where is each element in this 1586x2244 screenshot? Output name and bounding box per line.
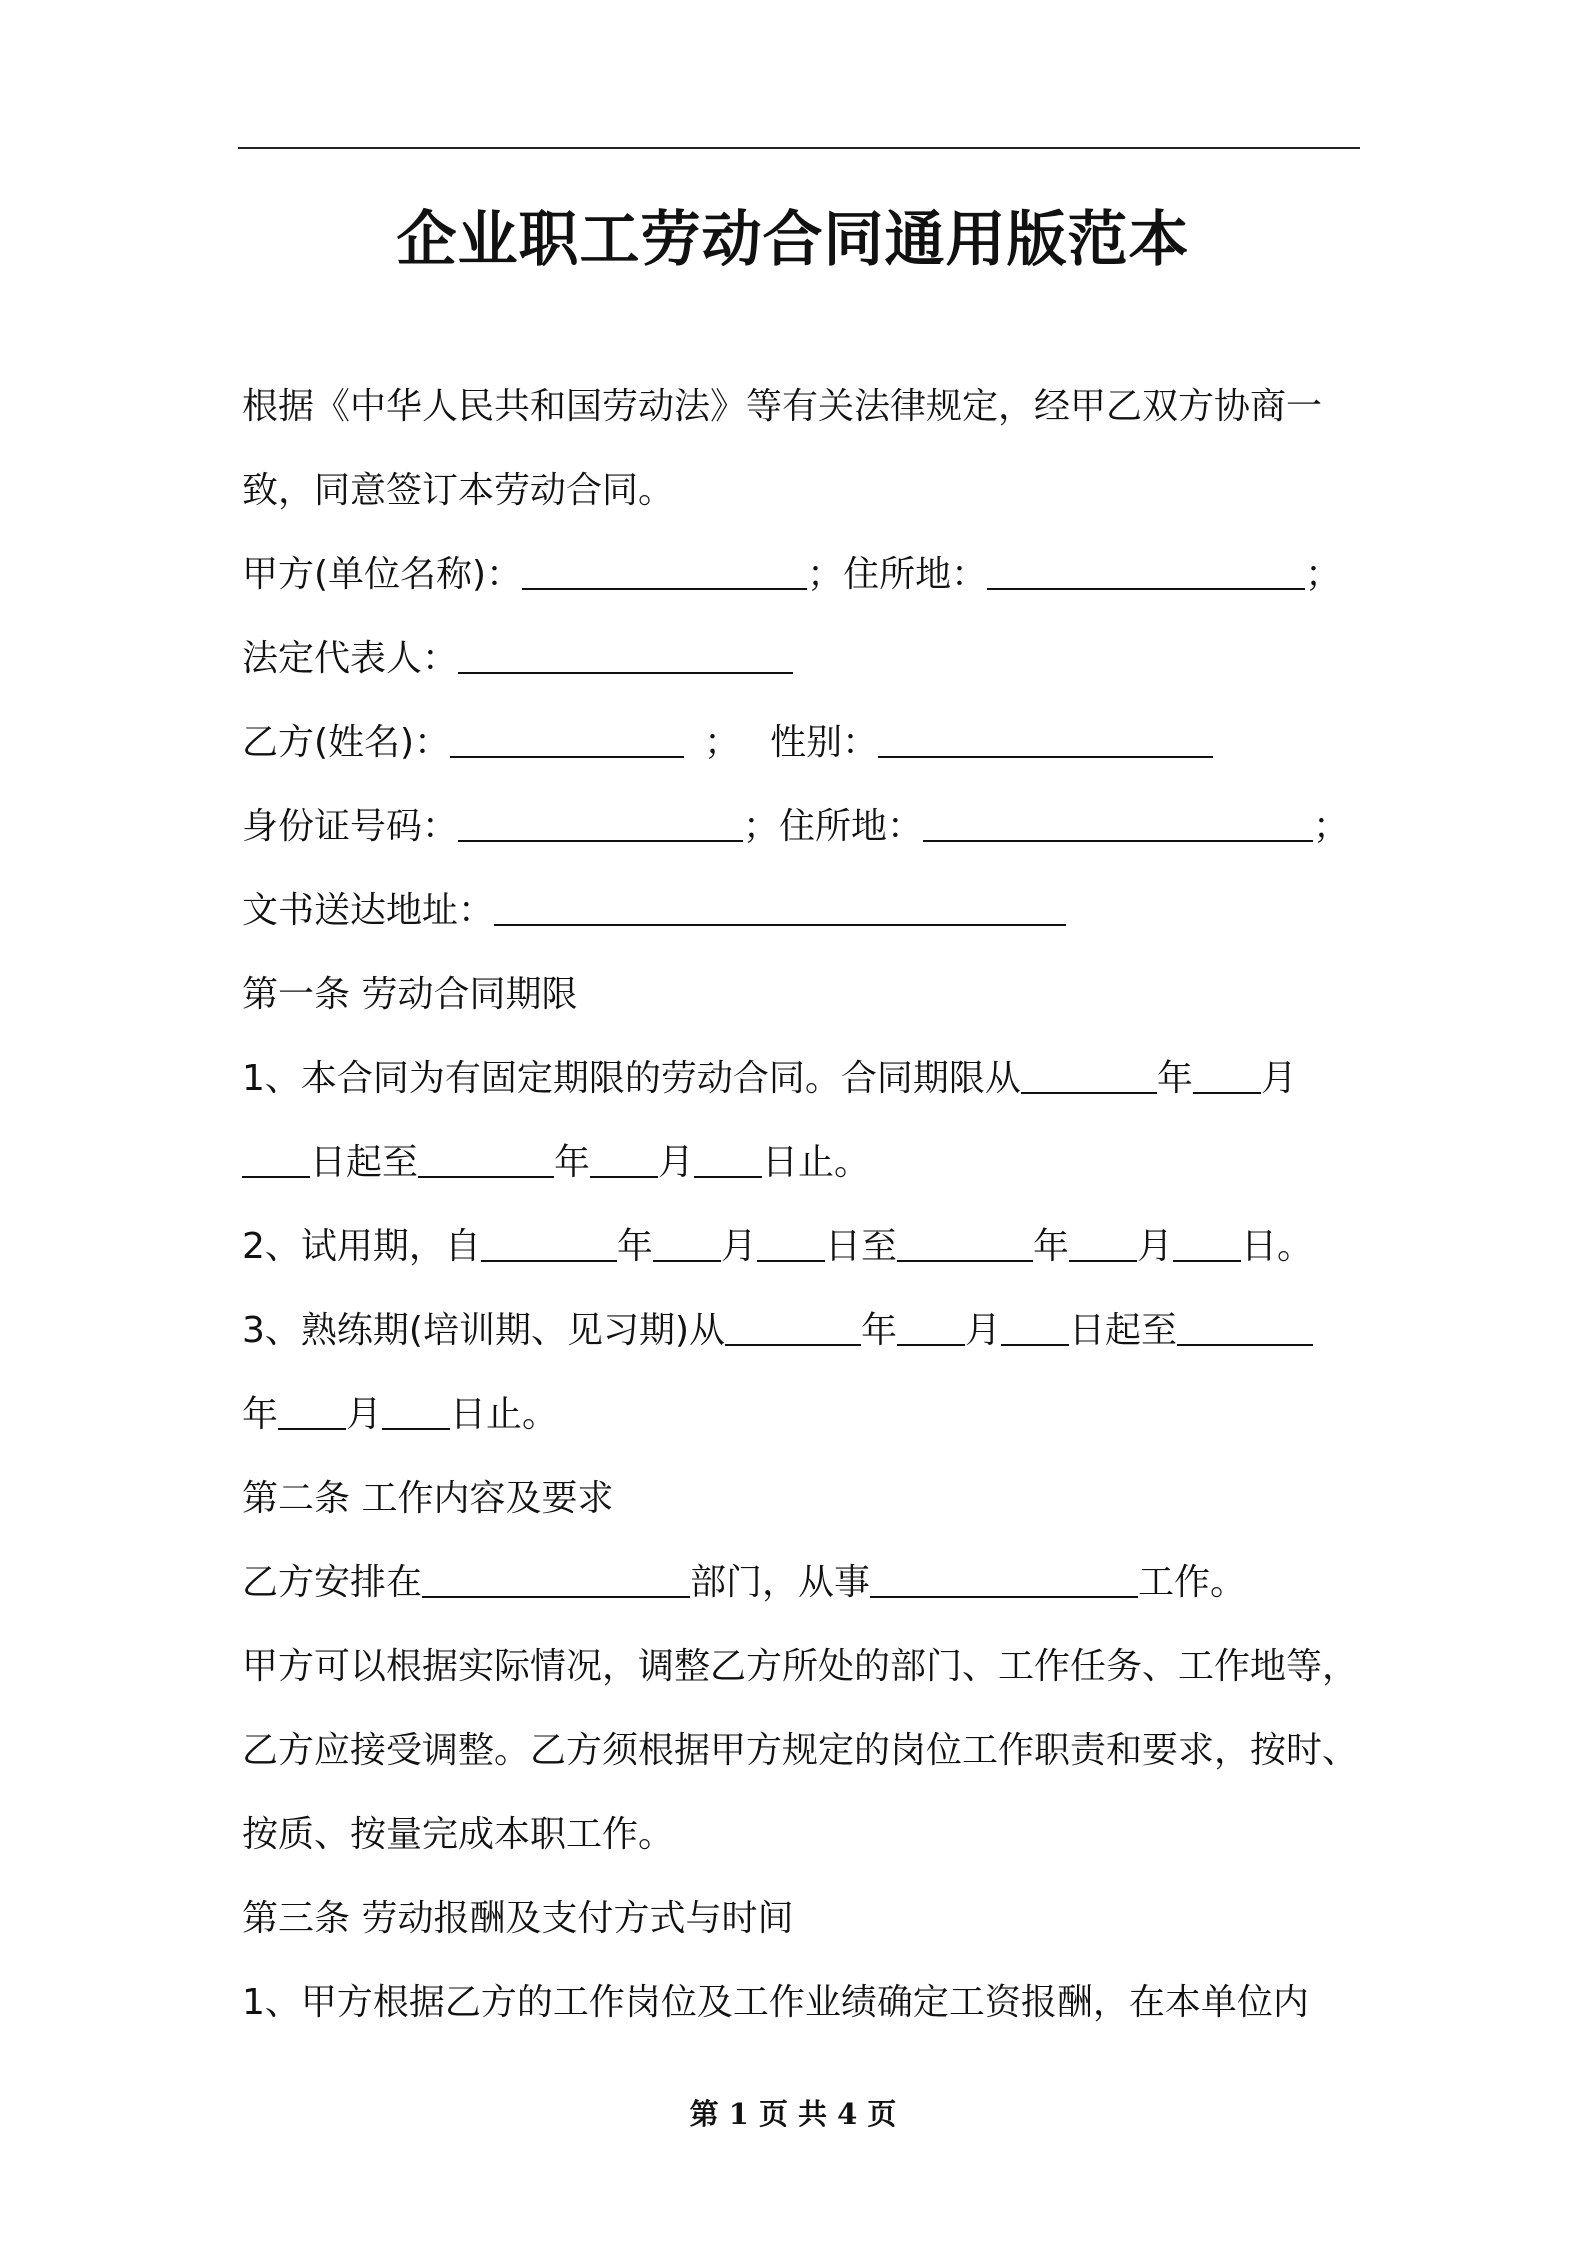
item-text: 1、甲方根据乙方的工作岗位及工作业绩确定工资报酬，在本单位内 <box>242 1982 1309 2023</box>
day-blank[interactable] <box>1173 1224 1241 1262</box>
item-text: 1、本合同为有固定期限的劳动合同。合同期限从 <box>242 1058 1021 1099</box>
document-body <box>242 365 1392 2045</box>
item-text: 2、试用期，自 <box>242 1226 481 1267</box>
month-label: 月 <box>346 1394 383 1435</box>
gender-blank[interactable] <box>878 720 1213 758</box>
party-b-line <box>242 701 1392 785</box>
month-label: 月 <box>1136 1226 1173 1267</box>
year-blank[interactable] <box>1177 1308 1313 1346</box>
year-label: 年 <box>554 1142 591 1183</box>
article-1-item-2 <box>242 1205 1392 1289</box>
id-number-line <box>242 785 1392 869</box>
month-blank[interactable] <box>590 1140 658 1178</box>
day-from-label: 日起至 <box>1069 1310 1178 1351</box>
day-period-label: 日。 <box>1240 1226 1313 1267</box>
year-blank[interactable] <box>897 1224 1033 1262</box>
month-blank[interactable] <box>278 1392 346 1430</box>
year-label: 年 <box>616 1226 653 1267</box>
department-blank[interactable] <box>422 1560 690 1598</box>
article-1-item-3-line-2 <box>242 1373 1392 1457</box>
article-3-item-1-line-1 <box>242 1961 1392 2045</box>
delivery-address-label: 文书送达地址： <box>242 890 495 931</box>
month-blank[interactable] <box>897 1308 965 1346</box>
year-label: 年 <box>1156 1058 1193 1099</box>
day-blank[interactable] <box>382 1392 450 1430</box>
paragraph-text: 甲方可以根据实际情况，调整乙方所处的部门、工作任务、工作地等， <box>242 1646 1359 1687</box>
article-1-item-3-line-1 <box>242 1289 1392 1373</box>
delivery-address-blank[interactable] <box>494 888 1066 926</box>
party-a-line <box>242 533 1392 617</box>
party-a-address-blank[interactable] <box>987 552 1305 590</box>
preamble-line-1 <box>242 365 1392 449</box>
assignment-text: 乙方安排在 <box>242 1562 423 1603</box>
article-heading: 第二条 工作内容及要求 <box>242 1478 614 1519</box>
article-1-item-1-line-1 <box>242 1037 1392 1121</box>
preamble-line-2 <box>242 449 1392 533</box>
day-blank[interactable] <box>1001 1308 1069 1346</box>
party-a-address-label: ；住所地： <box>807 554 988 595</box>
id-number-blank[interactable] <box>458 804 743 842</box>
legal-rep-blank[interactable] <box>458 636 793 674</box>
article-2-para-line-2 <box>242 1709 1392 1793</box>
year-blank[interactable] <box>481 1224 617 1262</box>
article-1-item-1-line-2 <box>242 1121 1392 1205</box>
assignment-text: 工作。 <box>1138 1562 1247 1603</box>
party-b-name-label: 乙方(姓名)： <box>242 722 451 763</box>
year-label: 年 <box>242 1394 279 1435</box>
preamble-text: 根据《中华人民共和国劳动法》等有关法律规定，经甲乙双方协商一 <box>242 386 1323 427</box>
month-label: 月 <box>965 1310 1002 1351</box>
month-label: 月 <box>720 1226 757 1267</box>
article-heading: 第一条 劳动合同期限 <box>242 974 578 1015</box>
day-blank[interactable] <box>694 1140 762 1178</box>
year-blank[interactable] <box>418 1140 554 1178</box>
month-blank[interactable] <box>1069 1224 1137 1262</box>
article-heading: 第三条 劳动报酬及支付方式与时间 <box>242 1898 794 1939</box>
year-label: 年 <box>861 1310 898 1351</box>
page-number: 第 1 页 共 4 页 <box>689 2097 897 2131</box>
day-end-label: 日止。 <box>450 1394 559 1435</box>
month-blank[interactable] <box>653 1224 721 1262</box>
article-2-heading <box>242 1457 1392 1541</box>
delivery-address-line <box>242 869 1392 953</box>
day-to-label: 日至 <box>824 1226 897 1267</box>
day-blank[interactable] <box>757 1224 825 1262</box>
line-end-mark: ； <box>1313 806 1350 847</box>
year-blank[interactable] <box>1021 1056 1157 1094</box>
assignment-text: 部门，从事 <box>690 1562 871 1603</box>
month-blank[interactable] <box>1193 1056 1261 1094</box>
header-rule <box>238 147 1360 149</box>
party-a-name-blank[interactable] <box>522 552 807 590</box>
party-a-name-label: 甲方(单位名称)： <box>242 554 523 595</box>
document-title: 企业职工劳动合同通用版范本 <box>396 205 1190 275</box>
paragraph-text: 乙方应接受调整。乙方须根据甲方规定的岗位工作职责和要求，按时、 <box>242 1730 1359 1771</box>
article-2-para-line-1 <box>242 1625 1392 1709</box>
month-label: 月 <box>1260 1058 1297 1099</box>
gender-label: 性别： <box>770 722 879 763</box>
month-label: 月 <box>658 1142 695 1183</box>
party-b-address-blank[interactable] <box>923 804 1313 842</box>
legal-rep-line <box>242 617 1392 701</box>
day-blank[interactable] <box>242 1140 310 1178</box>
party-b-address-label: ；住所地： <box>743 806 924 847</box>
legal-rep-label: 法定代表人： <box>242 638 459 679</box>
job-blank[interactable] <box>870 1560 1138 1598</box>
party-b-name-blank[interactable] <box>450 720 684 758</box>
day-end-label: 日止。 <box>762 1142 871 1183</box>
article-1-heading <box>242 953 1392 1037</box>
day-from-label: 日起至 <box>310 1142 419 1183</box>
article-2-para-line-3 <box>242 1793 1392 1877</box>
year-blank[interactable] <box>725 1308 861 1346</box>
preamble-text: 致，同意签订本劳动合同。 <box>242 470 675 511</box>
id-number-label: 身份证号码： <box>242 806 459 847</box>
year-label: 年 <box>1032 1226 1069 1267</box>
separator-mark: ； <box>704 722 741 763</box>
article-3-heading <box>242 1877 1392 1961</box>
line-end-mark: ； <box>1305 554 1342 595</box>
item-text: 3、熟练期(培训期、见习期)从 <box>242 1310 725 1351</box>
article-2-assignment-line <box>242 1541 1392 1625</box>
paragraph-text: 按质、按量完成本职工作。 <box>242 1814 675 1855</box>
